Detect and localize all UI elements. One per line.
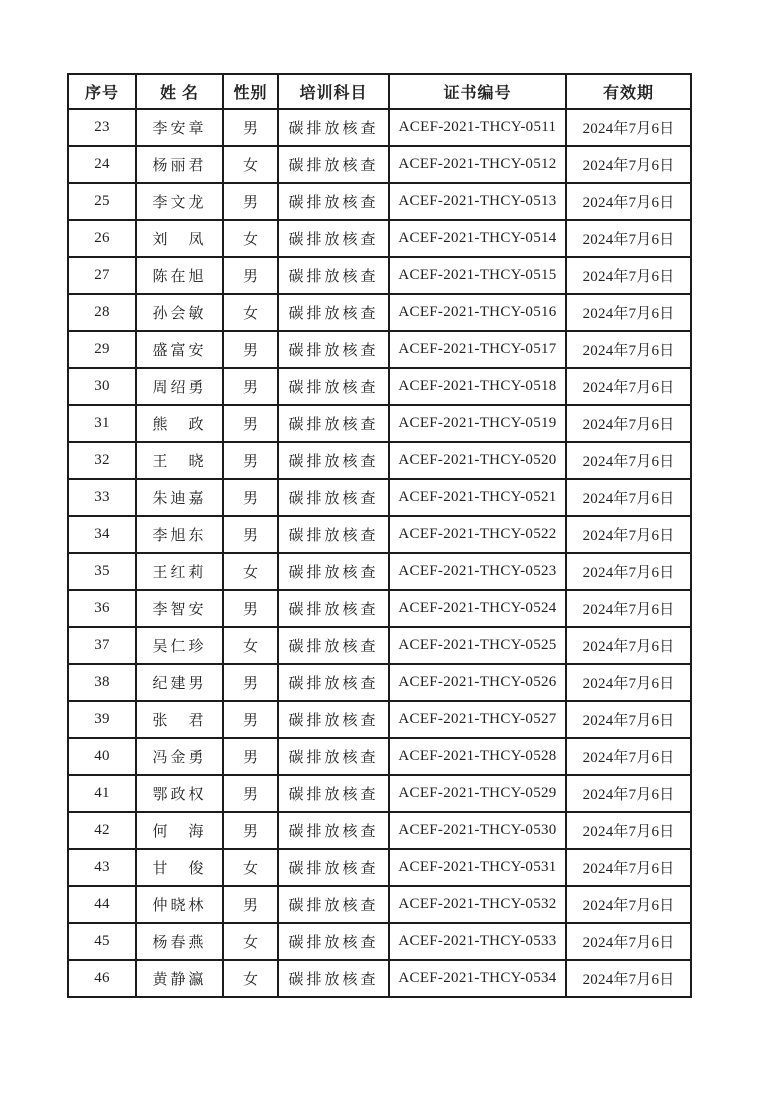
cell-cert: ACEF-2021-THCY-0532	[389, 886, 566, 923]
cell-cert: ACEF-2021-THCY-0533	[389, 923, 566, 960]
cell-name: 何 海	[136, 812, 223, 849]
cell-name: 李文龙	[136, 183, 223, 220]
cell-no: 24	[68, 146, 136, 183]
cell-no: 39	[68, 701, 136, 738]
cell-cert: ACEF-2021-THCY-0522	[389, 516, 566, 553]
cell-validity: 2024年7月6日	[566, 553, 691, 590]
table-body	[68, 109, 691, 997]
cell-subject: 碳排放核查	[278, 257, 389, 294]
table-row	[68, 664, 691, 701]
cell-validity: 2024年7月6日	[566, 701, 691, 738]
table-row	[68, 146, 691, 183]
cell-gender: 男	[223, 664, 278, 701]
cell-no: 33	[68, 479, 136, 516]
cell-no: 31	[68, 405, 136, 442]
cell-gender: 男	[223, 257, 278, 294]
cell-name: 陈在旭	[136, 257, 223, 294]
cell-subject: 碳排放核查	[278, 627, 389, 664]
cell-subject: 碳排放核查	[278, 886, 389, 923]
table-row	[68, 849, 691, 886]
cell-name: 李智安	[136, 590, 223, 627]
cell-validity: 2024年7月6日	[566, 664, 691, 701]
cell-no: 26	[68, 220, 136, 257]
cell-gender: 男	[223, 442, 278, 479]
table-row	[68, 738, 691, 775]
cell-no: 46	[68, 960, 136, 997]
cell-subject: 碳排放核查	[278, 442, 389, 479]
header-gender: 性别	[223, 74, 278, 109]
cell-subject: 碳排放核查	[278, 590, 389, 627]
cell-validity: 2024年7月6日	[566, 886, 691, 923]
cell-cert: ACEF-2021-THCY-0530	[389, 812, 566, 849]
cell-subject: 碳排放核查	[278, 368, 389, 405]
cell-subject: 碳排放核查	[278, 738, 389, 775]
cell-gender: 女	[223, 294, 278, 331]
cell-validity: 2024年7月6日	[566, 775, 691, 812]
cell-validity: 2024年7月6日	[566, 183, 691, 220]
cell-validity: 2024年7月6日	[566, 331, 691, 368]
cell-gender: 女	[223, 627, 278, 664]
cell-no: 45	[68, 923, 136, 960]
cell-gender: 女	[223, 923, 278, 960]
cell-subject: 碳排放核查	[278, 109, 389, 146]
table-row	[68, 590, 691, 627]
cell-cert: ACEF-2021-THCY-0526	[389, 664, 566, 701]
table-row	[68, 812, 691, 849]
cell-no: 44	[68, 886, 136, 923]
cell-cert: ACEF-2021-THCY-0516	[389, 294, 566, 331]
table-row	[68, 775, 691, 812]
cell-gender: 男	[223, 109, 278, 146]
cell-no: 38	[68, 664, 136, 701]
cell-cert: ACEF-2021-THCY-0512	[389, 146, 566, 183]
cell-gender: 女	[223, 553, 278, 590]
cell-cert: ACEF-2021-THCY-0525	[389, 627, 566, 664]
cell-subject: 碳排放核查	[278, 812, 389, 849]
cell-cert: ACEF-2021-THCY-0534	[389, 960, 566, 997]
cell-gender: 男	[223, 886, 278, 923]
cell-no: 37	[68, 627, 136, 664]
cell-cert: ACEF-2021-THCY-0524	[389, 590, 566, 627]
cell-gender: 女	[223, 960, 278, 997]
cell-cert: ACEF-2021-THCY-0531	[389, 849, 566, 886]
cell-validity: 2024年7月6日	[566, 812, 691, 849]
cell-gender: 男	[223, 516, 278, 553]
cell-no: 40	[68, 738, 136, 775]
cell-validity: 2024年7月6日	[566, 368, 691, 405]
cell-gender: 男	[223, 738, 278, 775]
table-row	[68, 923, 691, 960]
cell-subject: 碳排放核查	[278, 183, 389, 220]
cell-cert: ACEF-2021-THCY-0513	[389, 183, 566, 220]
cell-name: 朱迪嘉	[136, 479, 223, 516]
cell-subject: 碳排放核查	[278, 146, 389, 183]
cell-no: 25	[68, 183, 136, 220]
table-row	[68, 701, 691, 738]
cell-validity: 2024年7月6日	[566, 220, 691, 257]
table-row	[68, 886, 691, 923]
cell-no: 27	[68, 257, 136, 294]
cell-cert: ACEF-2021-THCY-0521	[389, 479, 566, 516]
cell-subject: 碳排放核查	[278, 849, 389, 886]
cell-cert: ACEF-2021-THCY-0529	[389, 775, 566, 812]
cell-cert: ACEF-2021-THCY-0527	[389, 701, 566, 738]
cell-subject: 碳排放核查	[278, 331, 389, 368]
cell-name: 吴仁珍	[136, 627, 223, 664]
cell-name: 李旭东	[136, 516, 223, 553]
cell-cert: ACEF-2021-THCY-0528	[389, 738, 566, 775]
cell-no: 32	[68, 442, 136, 479]
cell-cert: ACEF-2021-THCY-0518	[389, 368, 566, 405]
cell-no: 34	[68, 516, 136, 553]
cell-subject: 碳排放核查	[278, 220, 389, 257]
cell-no: 23	[68, 109, 136, 146]
cell-name: 孙会敏	[136, 294, 223, 331]
cell-name: 纪建男	[136, 664, 223, 701]
cell-gender: 男	[223, 368, 278, 405]
cell-no: 35	[68, 553, 136, 590]
cell-validity: 2024年7月6日	[566, 960, 691, 997]
cell-gender: 女	[223, 849, 278, 886]
cell-cert: ACEF-2021-THCY-0520	[389, 442, 566, 479]
cell-validity: 2024年7月6日	[566, 109, 691, 146]
table-row	[68, 405, 691, 442]
cell-name: 刘 凤	[136, 220, 223, 257]
cell-validity: 2024年7月6日	[566, 738, 691, 775]
header-name: 姓 名	[136, 74, 223, 109]
cell-gender: 男	[223, 331, 278, 368]
cell-gender: 男	[223, 775, 278, 812]
cell-name: 杨春燕	[136, 923, 223, 960]
table-row	[68, 627, 691, 664]
cell-subject: 碳排放核查	[278, 516, 389, 553]
cell-name: 熊 政	[136, 405, 223, 442]
cell-name: 王 晓	[136, 442, 223, 479]
cell-name: 盛富安	[136, 331, 223, 368]
table-row	[68, 479, 691, 516]
header-cert: 证书编号	[389, 74, 566, 109]
cell-validity: 2024年7月6日	[566, 405, 691, 442]
table-row	[68, 294, 691, 331]
table-row	[68, 368, 691, 405]
cell-no: 28	[68, 294, 136, 331]
table-row	[68, 516, 691, 553]
cell-validity: 2024年7月6日	[566, 590, 691, 627]
cell-subject: 碳排放核查	[278, 479, 389, 516]
cell-cert: ACEF-2021-THCY-0511	[389, 109, 566, 146]
certificate-table	[67, 73, 692, 998]
cell-gender: 女	[223, 146, 278, 183]
table-row	[68, 220, 691, 257]
cell-name: 甘 俊	[136, 849, 223, 886]
cell-subject: 碳排放核查	[278, 960, 389, 997]
cell-name: 黄静瀛	[136, 960, 223, 997]
cell-gender: 男	[223, 812, 278, 849]
header-validity: 有效期	[566, 74, 691, 109]
cell-subject: 碳排放核查	[278, 294, 389, 331]
table-row	[68, 960, 691, 997]
cell-gender: 男	[223, 590, 278, 627]
cell-subject: 碳排放核查	[278, 405, 389, 442]
header-subject: 培训科目	[278, 74, 389, 109]
cell-validity: 2024年7月6日	[566, 923, 691, 960]
cell-cert: ACEF-2021-THCY-0514	[389, 220, 566, 257]
cell-cert: ACEF-2021-THCY-0515	[389, 257, 566, 294]
cell-name: 冯金勇	[136, 738, 223, 775]
table-header	[68, 74, 691, 109]
table-row	[68, 257, 691, 294]
table-row	[68, 553, 691, 590]
header-row	[68, 74, 691, 109]
cell-validity: 2024年7月6日	[566, 294, 691, 331]
cell-validity: 2024年7月6日	[566, 627, 691, 664]
cell-subject: 碳排放核查	[278, 701, 389, 738]
cell-cert: ACEF-2021-THCY-0517	[389, 331, 566, 368]
cell-subject: 碳排放核查	[278, 923, 389, 960]
cell-no: 36	[68, 590, 136, 627]
cell-no: 42	[68, 812, 136, 849]
cell-subject: 碳排放核查	[278, 664, 389, 701]
cell-no: 30	[68, 368, 136, 405]
cell-validity: 2024年7月6日	[566, 146, 691, 183]
cell-gender: 男	[223, 701, 278, 738]
cell-name: 李安章	[136, 109, 223, 146]
table-row	[68, 183, 691, 220]
cell-cert: ACEF-2021-THCY-0523	[389, 553, 566, 590]
table-row	[68, 442, 691, 479]
cell-validity: 2024年7月6日	[566, 849, 691, 886]
cell-subject: 碳排放核查	[278, 553, 389, 590]
cell-gender: 男	[223, 479, 278, 516]
cell-validity: 2024年7月6日	[566, 257, 691, 294]
table-row	[68, 331, 691, 368]
cell-name: 杨丽君	[136, 146, 223, 183]
cell-name: 王红莉	[136, 553, 223, 590]
cell-no: 43	[68, 849, 136, 886]
cell-validity: 2024年7月6日	[566, 479, 691, 516]
cell-subject: 碳排放核查	[278, 775, 389, 812]
cell-no: 29	[68, 331, 136, 368]
cell-name: 周绍勇	[136, 368, 223, 405]
cell-no: 41	[68, 775, 136, 812]
cell-gender: 女	[223, 220, 278, 257]
cell-name: 鄂政权	[136, 775, 223, 812]
cell-gender: 男	[223, 405, 278, 442]
cell-validity: 2024年7月6日	[566, 442, 691, 479]
cell-name: 张 君	[136, 701, 223, 738]
header-no: 序号	[68, 74, 136, 109]
cell-cert: ACEF-2021-THCY-0519	[389, 405, 566, 442]
cell-validity: 2024年7月6日	[566, 516, 691, 553]
table-row	[68, 109, 691, 146]
cell-gender: 男	[223, 183, 278, 220]
cell-name: 仲晓林	[136, 886, 223, 923]
